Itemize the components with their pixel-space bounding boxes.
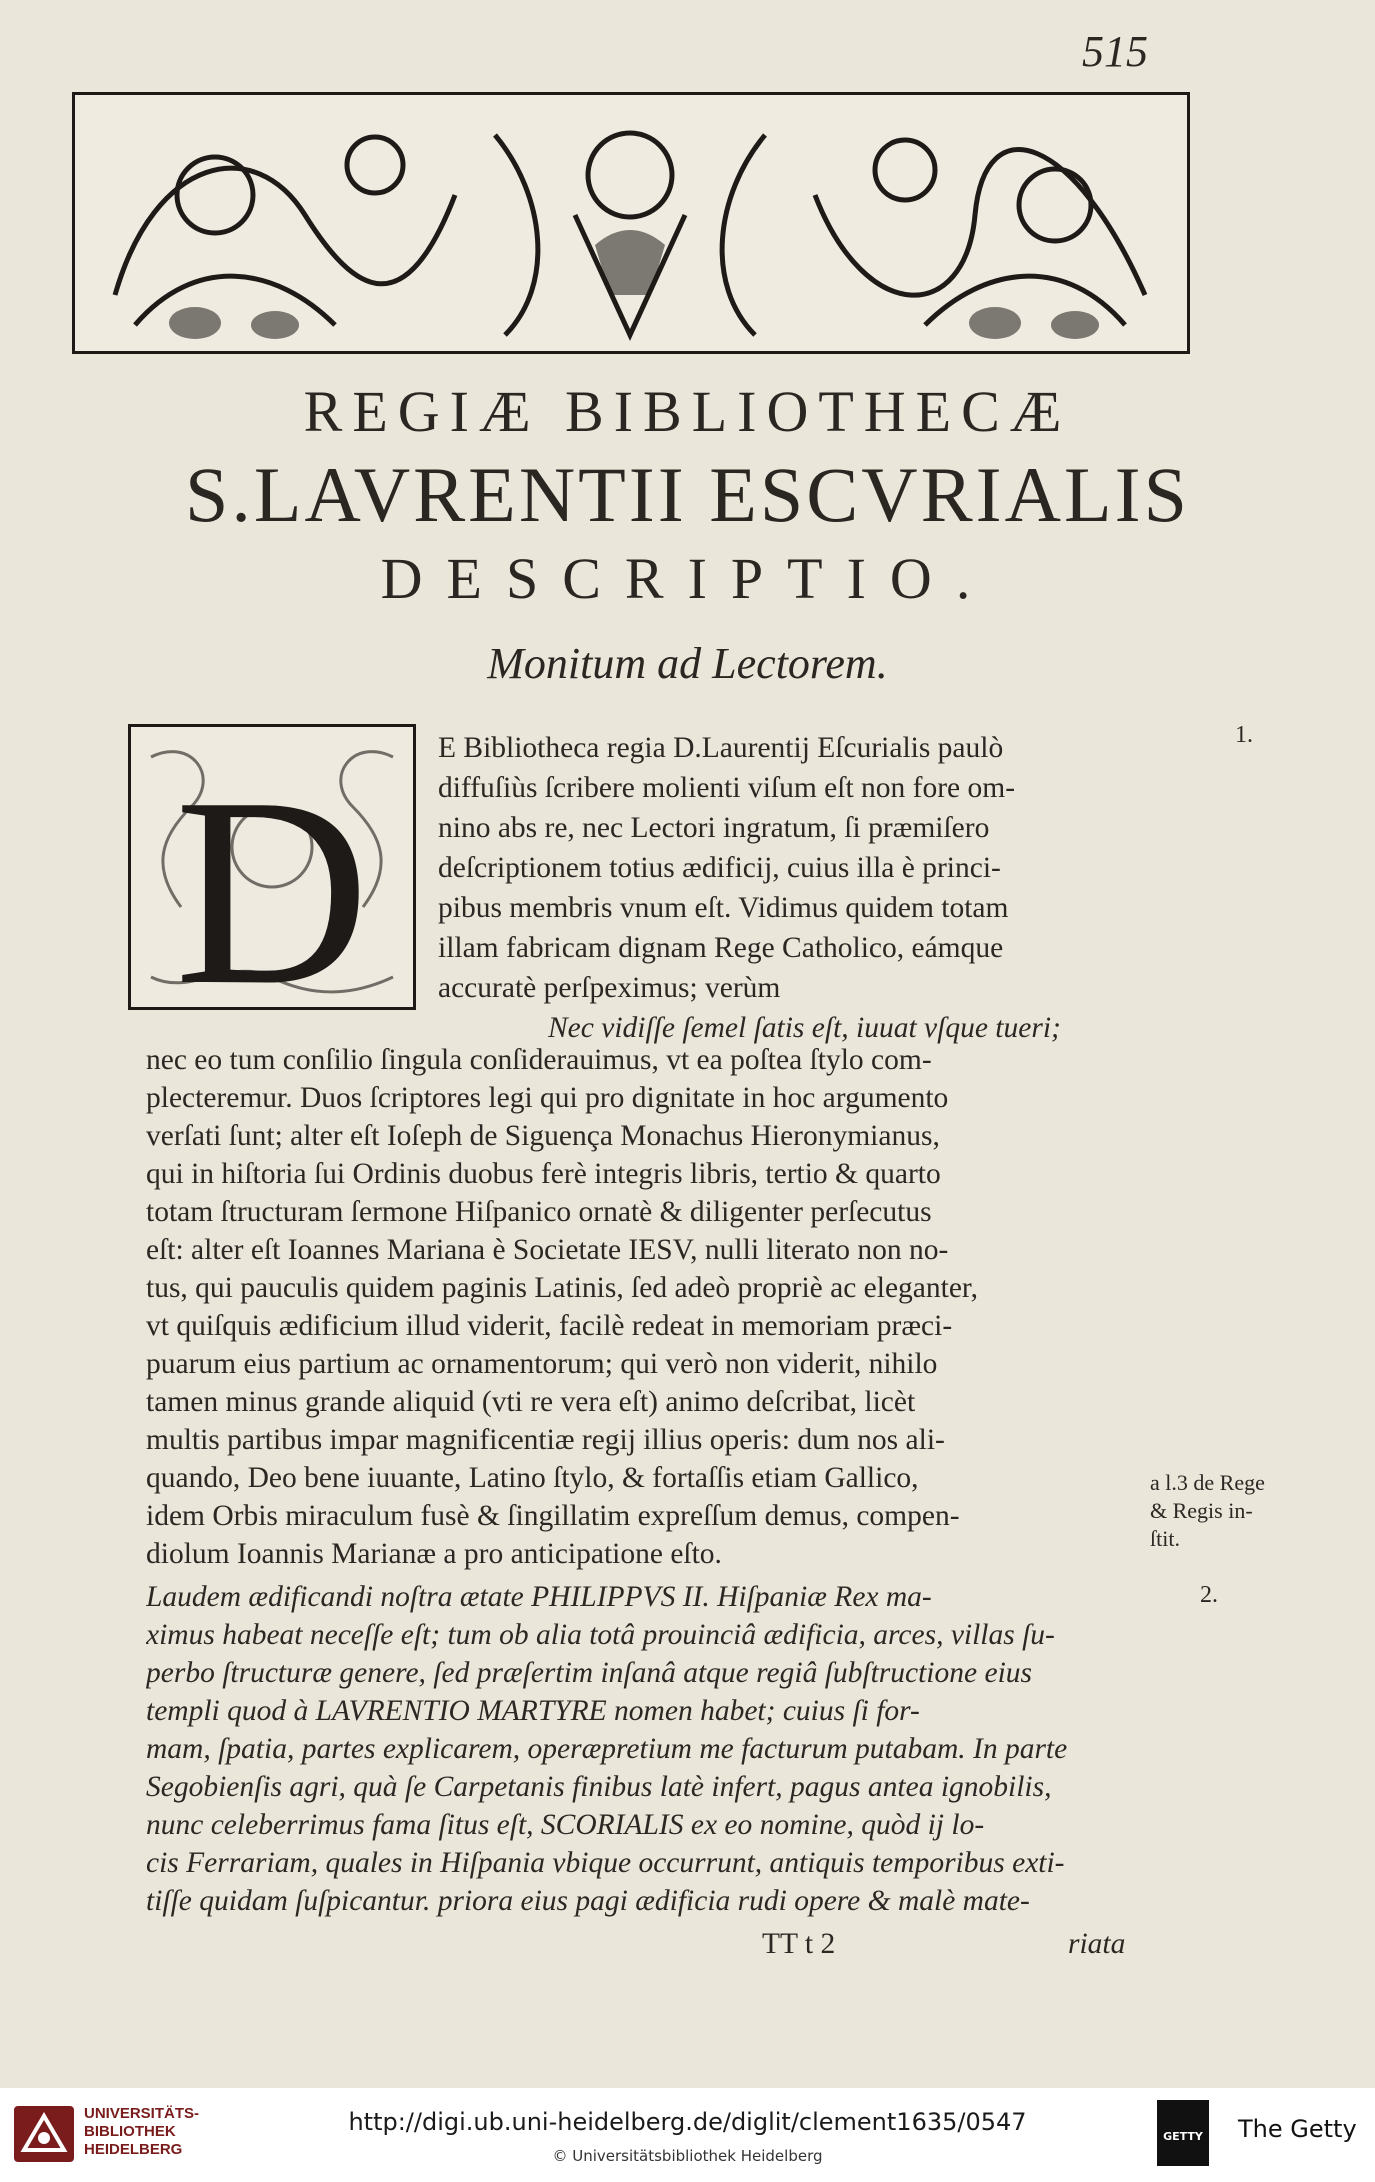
body-line: eſt: alter eſt Ioannes Mariana è Societate IESV, nulli literato non no-	[146, 1234, 949, 1266]
library-name-line: BIBLIOTHEK	[84, 2123, 176, 2140]
body-line: E Bibliotheca regia D.Laurentij Eſcurialis paulò	[438, 732, 1004, 764]
library-name-line: UNIVERSITÄTS-	[84, 2105, 200, 2122]
margin-note-line: ſtit.	[1150, 1526, 1180, 1551]
body-line: tamen minus grande aliquid (vti re vera eſt) animo deſcribat, licèt	[146, 1386, 916, 1418]
title-line-2: S.LAVRENTII ESCVRIALIS	[185, 451, 1190, 538]
margin-number-2: 2.	[1200, 1582, 1218, 1608]
body-line: idem Orbis miraculum fusè & ſingillatim expreſſum demus, compen-	[146, 1500, 960, 1532]
quotation-line: cis Ferrariam, quales in Hiſpania vbique occurrunt, antiquis temporibus exti-	[146, 1847, 1065, 1879]
drop-cap-initial	[128, 724, 416, 1010]
body-line: diffuſiùs ſcribere molienti viſum eſt non fore om-	[438, 772, 1016, 804]
margin-note-line: a l.3 de Rege	[1150, 1470, 1265, 1495]
copyright-notice: © Universitätsbibliothek Heidelberg	[552, 2147, 823, 2165]
getty-name: The Getty	[1238, 2115, 1357, 2143]
drop-cap-letter: D	[174, 742, 370, 1007]
body-line: pibus membris vnum eſt. Vidimus quidem totam	[438, 892, 1009, 924]
body-line: diolum Ioannis Marianæ a pro anticipatione eſto.	[146, 1538, 722, 1570]
body-line: multis partibus impar magnificentiæ regij illius operis: dum nos ali-	[146, 1424, 945, 1456]
catchword-signature: TT t 2	[762, 1928, 836, 1960]
title-line-3: DESCRIPTIO.	[380, 546, 995, 611]
page-number: 515	[1082, 27, 1148, 76]
body-line: plecteremur. Duos ſcriptores legi qui pro dignitate in hoc argumento	[146, 1082, 949, 1114]
body-line: nino abs re, nec Lectori ingratum, ſi præmiſero	[438, 812, 990, 844]
body-line: vt quiſquis ædificium illud viderit, facilè redeat in memoriam præci-	[146, 1310, 953, 1342]
body-line: totam ſtructuram ſermone Hiſpanico ornatè & diligenter perſecutus	[146, 1196, 932, 1228]
title-line-1: REGIÆ BIBLIOTHECÆ	[303, 379, 1072, 444]
body-line: tus, qui pauculis quidem paginis Latinis, ſed adeò propriè ac eleganter,	[146, 1272, 978, 1304]
decorative-headpiece	[72, 92, 1190, 354]
library-name-line: HEIDELBERG	[84, 2141, 183, 2158]
margin-number-1: 1.	[1235, 722, 1253, 748]
verse-quote: Nec vidiſſe ſemel ſatis eſt, iuuat vſque tueri;	[548, 1012, 1061, 1044]
body-line: illam fabricam dignam Rege Catholico, eámque	[438, 932, 1004, 964]
getty-logo-icon[interactable]	[1157, 2100, 1209, 2166]
body-line: accuratè perſpeximus; verùm	[438, 972, 781, 1004]
body-line: deſcriptionem totius ædificij, cuius illa è princi-	[438, 852, 1001, 884]
quotation-line: perbo ſtructuræ genere, ſed præſertim inſanâ atque regiâ ſubſtructione eius	[146, 1657, 1032, 1689]
quotation-line: templi quod à LAVRENTIO MARTYRE nomen habet; cuius ſi for-	[146, 1695, 920, 1727]
quotation-line: ximus habeat neceſſe eſt; tum ob alia totâ prouinciâ ædificia, arces, villas ſu-	[146, 1619, 1055, 1651]
body-line: verſati ſunt; alter eſt Ioſeph de Siguença Monachus Hieronymianus,	[146, 1120, 940, 1152]
subtitle: Monitum ad Lectorem.	[487, 639, 888, 688]
quotation-line: mam, ſpatia, partes explicarem, operæpretium me facturum putabam. In parte	[146, 1733, 1068, 1765]
getty-logo-text: GETTY	[1163, 2130, 1203, 2143]
catchword: riata	[1068, 1928, 1126, 1960]
body-line: quando, Deo bene iuuante, Latino ſtylo, & fortaſſis etiam Gallico,	[146, 1462, 919, 1494]
permalink-url[interactable]: http://digi.ub.uni-heidelberg.de/diglit/clement1635/0547	[348, 2108, 1027, 2136]
margin-note-line: & Regis in-	[1150, 1498, 1253, 1523]
body-line: puarum eius partium ac ornamentorum; qui verò non viderit, nihilo	[146, 1348, 938, 1380]
quotation-line: Segobienſis agri, quà ſe Carpetanis finibus latè infert, pagus antea ignobilis,	[146, 1771, 1052, 1803]
quotation-line: nunc celeberrimus fama ſitus eſt, SCORIALIS ex eo nomine, quòd ij lo-	[146, 1809, 985, 1841]
quotation-line: tiſſe quidam ſuſpicantur. priora eius pagi ædificia rudi opere & malè mate-	[146, 1885, 1030, 1917]
body-line: qui in hiſtoria ſui Ordinis duobus ferè integris libris, tertio & quarto	[146, 1158, 941, 1190]
quotation-line: Laudem ædificandi noſtra ætate PHILIPPVS II. Hiſpaniæ Rex ma-	[146, 1581, 932, 1613]
body-line: nec eo tum conſilio ſingula conſiderauimus, vt ea poſtea ſtylo com-	[146, 1044, 932, 1076]
